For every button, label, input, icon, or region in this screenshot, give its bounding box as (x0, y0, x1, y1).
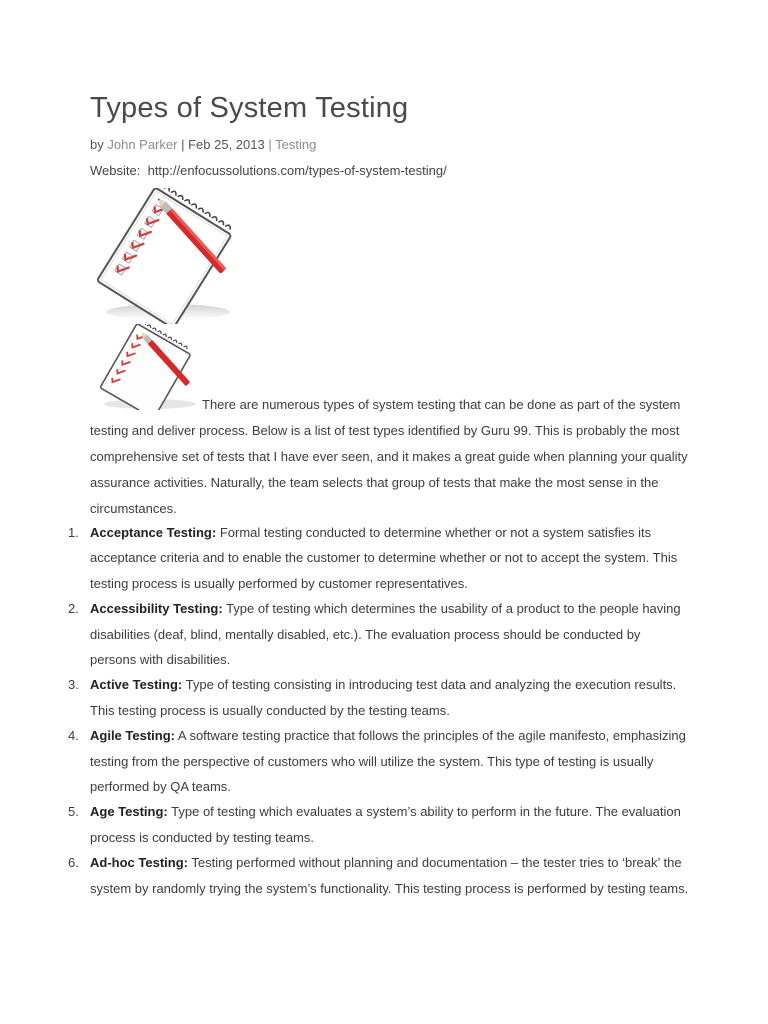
list-description: Type of testing consisting in introducing test data and analyzing the execution results. This testing process is usually conducted by the testing teams. (90, 677, 677, 718)
list-term: Accessibility Testing: (90, 601, 223, 617)
list-term: Agile Testing: (90, 728, 175, 744)
list-number: 5. (68, 804, 79, 820)
website-url[interactable]: http://enfocussolutions.com/types-of-system-testing/ (147, 163, 447, 178)
byline-separator: | (181, 137, 185, 152)
author-link[interactable]: John Parker (107, 137, 178, 152)
list-item (68, 520, 690, 596)
category-link[interactable]: Testing (275, 137, 317, 152)
list-description: A software testing practice that follows the principles of the agile manifesto, emphasizing testing from the perspective of customers who will utilize the system. This type of testing is usually performed by QA teams. (90, 728, 686, 795)
list-term: Active Testing: (90, 677, 183, 693)
page-title: Types of System Testing (90, 92, 409, 124)
byline (90, 137, 316, 152)
list-item (68, 850, 690, 901)
list-number: 6. (68, 855, 79, 871)
byline-separator: | (268, 137, 272, 152)
byline-prefix: by (90, 137, 104, 152)
list-description: Type of testing which determines the usability of a product to the people having disabilities (deaf, blind, mentally disabled, etc.). The evaluation process should be conducted by persons with disabilities. (90, 601, 681, 668)
list-description: Formal testing conducted to determine whether or not a system satisfies its acceptance criteria and to enable the customer to determine whether or not to accept the system. This testing process is usually performed by customer representatives. (90, 525, 678, 591)
intro-paragraph: There are numerous types of system testing that can be done as part of the system testing and deliver process. Below is a list of test types identified by Guru 99. This is probably the most comprehensive set of tests that I have ever seen, and it makes a great guide when planning your quality assurance activities. Naturally, the team selects that group of tests that make the most sense in the circumstances. (90, 397, 688, 516)
list-description: Type of testing which evaluates a system’s ability to perform in the future. The evaluation process is conducted by testing teams. (90, 804, 681, 845)
list-term: Age Testing: (90, 804, 168, 820)
website-label: Website: (90, 163, 141, 178)
list-term: Acceptance Testing: (90, 525, 217, 540)
list-item (68, 596, 690, 672)
list-item (68, 723, 690, 799)
checklist-notepad-image (88, 188, 238, 324)
list-description: Testing performed without planning and documentation – the tester tries to ‘break’ the system by randomly trying the system’s functionality. This testing process is performed by testing teams. (90, 855, 689, 896)
list-item (68, 799, 690, 850)
list-number: 4. (68, 728, 79, 744)
list-number: 2. (68, 601, 79, 617)
list-number: 1. (68, 525, 79, 540)
website-line (90, 163, 447, 178)
post-date: Feb 25, 2013 (188, 137, 265, 152)
list-number: 3. (68, 677, 79, 693)
list-term: Ad-hoc Testing: (90, 855, 188, 871)
testing-types-list (68, 520, 690, 901)
list-item (68, 672, 690, 723)
